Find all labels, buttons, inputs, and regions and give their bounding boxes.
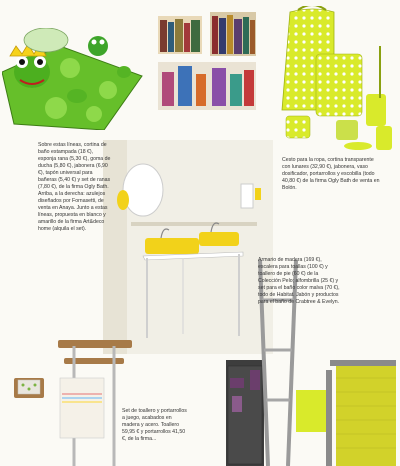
towel-holder-image <box>14 338 134 466</box>
caption-frogs-and-books: Sobre estas líneas, cortina de baño estampada (18 €), esponja rana (5,30 €), goma de ducha (5,80 €), jabonera (6,90 €), tapón universal para bañeras (5,40 €) y set de ranas (7,80 €), de la firma Ogly Bath. Arriba, a la derecha: azulejos diseñados por Fornasetti, de venta en Anaya. Junto a estas líneas, propuesta en blanco y amarillo de la firma Art&deco home (alquila el set). <box>38 142 111 232</box>
book-canisters-image <box>158 8 258 112</box>
frog-bath-set-image <box>2 28 152 130</box>
polka-dot-bath-set-image <box>268 6 400 166</box>
caption-ladder: Armario de madera (169 €), escalera para toallas (100 €) y toallero de pie (60 €) de la Colección Pelo; alfombrilla (25 €) y set para el baño color malva (70 €), todo de Habitat. Jabón y productos para el baño de Crabtree & Evelyn. <box>258 257 340 305</box>
caption-polka-dots: Cesto para la ropa, cortina transparente con lunares (32,90 €), jabonera, vaso dosificador, portarrollos y escobilla (todo 40,80 €) de la firma Ogly Bath de venta en Bolón. <box>282 157 380 191</box>
caption-towel-holder: Set de toallero y portarrollos a juego, acabados en madera y acero. Toallero 59,95 € y portarrollos 41,50 €, de la firma... <box>122 408 187 442</box>
